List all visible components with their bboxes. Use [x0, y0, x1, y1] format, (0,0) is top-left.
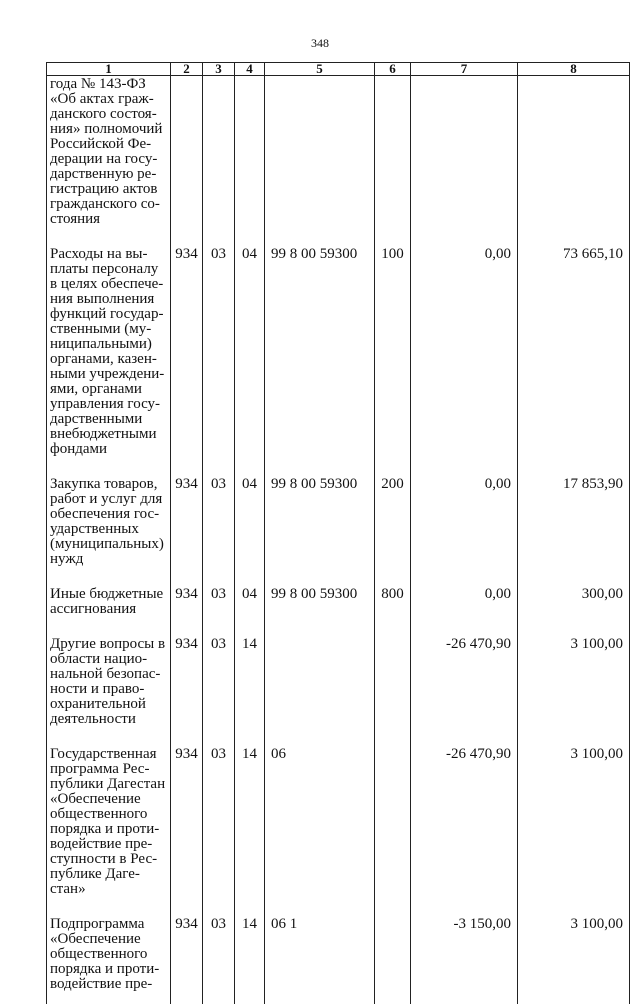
cell-ved: 934 [171, 469, 203, 579]
row-name-line: публике Даге- [50, 866, 140, 882]
row-name-line: порядка и проти- [50, 961, 160, 977]
row-name [47, 579, 171, 629]
cell-ved: 934 [171, 239, 203, 469]
row-name-line: года № 143-ФЗ [50, 76, 146, 92]
row-name [47, 239, 171, 469]
row-name-line: ассигнования [50, 601, 137, 617]
row-name-line: области нацио- [50, 651, 148, 667]
row-name-line: дарственными [50, 411, 143, 427]
cell-csr [265, 76, 375, 240]
row-name-line: ния выполнения [50, 291, 155, 307]
row-name-line: дарственную ре- [50, 166, 157, 182]
cell-vr: 200 [375, 469, 411, 579]
table-row [47, 76, 630, 240]
page-number: 348 [311, 36, 329, 50]
column-header: 1 [47, 63, 171, 76]
row-name-line: ности и право- [50, 681, 145, 697]
cell-total: 3 100,00 [518, 739, 630, 909]
table-row [47, 579, 630, 629]
cell-ved: 934 [171, 909, 203, 1004]
row-name-line: ступности в Рес- [50, 851, 158, 867]
row-name [47, 909, 171, 1004]
column-header: 6 [375, 63, 411, 76]
cell-total: 73 665,10 [518, 239, 630, 469]
row-name-line: публики Дагестан [50, 776, 166, 792]
cell-change: 0,00 [411, 239, 518, 469]
cell-rz: 03 [203, 469, 235, 579]
cell-csr [265, 629, 375, 739]
cell-change: -3 150,00 [411, 909, 518, 1004]
row-name-line: водействие пре- [50, 836, 153, 852]
row-name-line: нужд [50, 551, 84, 567]
row-name-line: «Об актах граж- [50, 91, 154, 107]
row-name-line: ниципальными) [50, 336, 152, 352]
cell-ved [171, 76, 203, 240]
row-name-line: стояния [50, 211, 101, 227]
row-name-line: платы персоналу [50, 261, 159, 277]
row-name-line: порядка и проти- [50, 821, 160, 837]
row-name-line: Закупка товаров, [50, 476, 158, 492]
table-row [47, 239, 630, 469]
cell-pr: 14 [235, 909, 265, 1004]
row-name-line: деятельности [50, 711, 136, 727]
row-name [47, 469, 171, 579]
row-name-line: ния» полномочий [50, 121, 163, 137]
row-name-line: общественного [50, 946, 148, 962]
cell-rz: 03 [203, 629, 235, 739]
cell-rz [203, 76, 235, 240]
row-name-line: охранительной [50, 696, 146, 712]
cell-change [411, 76, 518, 240]
table-row [47, 469, 630, 579]
cell-vr [375, 76, 411, 240]
row-name [47, 629, 171, 739]
cell-vr [375, 629, 411, 739]
row-name-line: управления госу- [50, 396, 161, 412]
column-header: 4 [235, 63, 265, 76]
cell-ved: 934 [171, 739, 203, 909]
row-name-line: Подпрограмма [50, 916, 145, 932]
cell-csr: 06 1 [265, 909, 375, 1004]
cell-vr: 100 [375, 239, 411, 469]
budget-table [46, 62, 630, 1004]
row-name-line: Расходы на вы- [50, 246, 148, 262]
cell-ved: 934 [171, 629, 203, 739]
cell-change: -26 470,90 [411, 629, 518, 739]
row-name [47, 76, 171, 240]
table-row [47, 739, 630, 909]
row-name-line: Российской Фе- [50, 136, 152, 152]
cell-pr [235, 76, 265, 240]
cell-rz: 03 [203, 909, 235, 1004]
cell-rz: 03 [203, 579, 235, 629]
row-name-line: стан» [50, 881, 86, 897]
column-header: 7 [411, 63, 518, 76]
row-name-line: ударственных [50, 521, 139, 537]
cell-total: 3 100,00 [518, 629, 630, 739]
row-name-line: фондами [50, 441, 108, 457]
cell-change: 0,00 [411, 469, 518, 579]
row-name-line: в целях обеспече- [50, 276, 164, 292]
row-name-line: гистрацию актов [50, 181, 158, 197]
cell-csr: 99 8 00 59300 [265, 579, 375, 629]
cell-vr [375, 909, 411, 1004]
column-header: 2 [171, 63, 203, 76]
row-name-line: органами, казен- [50, 351, 157, 367]
row-name-line: работ и услуг для [50, 491, 163, 507]
row-name-line: Государственная [50, 746, 157, 762]
row-name-line: обеспечения гос- [50, 506, 160, 522]
cell-change: 0,00 [411, 579, 518, 629]
cell-change: -26 470,90 [411, 739, 518, 909]
row-name-line: программа Рес- [50, 761, 150, 777]
row-name-line: ями, органами [50, 381, 142, 397]
cell-pr: 14 [235, 629, 265, 739]
row-name-line: «Обеспечение [50, 791, 141, 807]
row-name-line: (муниципальных) [50, 536, 164, 552]
row-name-line: гражданского со- [50, 196, 160, 212]
cell-total [518, 76, 630, 240]
cell-pr: 14 [235, 739, 265, 909]
cell-vr [375, 739, 411, 909]
table-row [47, 629, 630, 739]
cell-pr: 04 [235, 469, 265, 579]
cell-total: 300,00 [518, 579, 630, 629]
row-name-line: дерации на госу- [50, 151, 158, 167]
row-name-line: ными учреждени- [50, 366, 165, 382]
cell-csr: 99 8 00 59300 [265, 469, 375, 579]
table-row [47, 909, 630, 1004]
cell-ved: 934 [171, 579, 203, 629]
row-name-line: функций государ- [50, 306, 164, 322]
cell-vr: 800 [375, 579, 411, 629]
row-name-line: данского состоя- [50, 106, 157, 122]
row-name-line: общественного [50, 806, 148, 822]
row-name-line: ственными (му- [50, 321, 152, 337]
cell-rz: 03 [203, 739, 235, 909]
cell-total: 3 100,00 [518, 909, 630, 1004]
row-name-line: Иные бюджетные [50, 586, 164, 602]
row-name-line: внебюджетными [50, 426, 157, 442]
cell-csr: 06 [265, 739, 375, 909]
cell-csr: 99 8 00 59300 [265, 239, 375, 469]
row-name-line: Другие вопросы в [50, 636, 166, 652]
row-name-line: «Обеспечение [50, 931, 141, 947]
column-header: 5 [265, 63, 375, 76]
header-row [47, 63, 630, 76]
cell-pr: 04 [235, 239, 265, 469]
row-name-line: водействие пре- [50, 976, 153, 992]
row-name-line: нальной безопас- [50, 666, 161, 682]
row-name [47, 739, 171, 909]
cell-rz: 03 [203, 239, 235, 469]
column-header: 3 [203, 63, 235, 76]
cell-total: 17 853,90 [518, 469, 630, 579]
cell-pr: 04 [235, 579, 265, 629]
column-header: 8 [518, 63, 630, 76]
